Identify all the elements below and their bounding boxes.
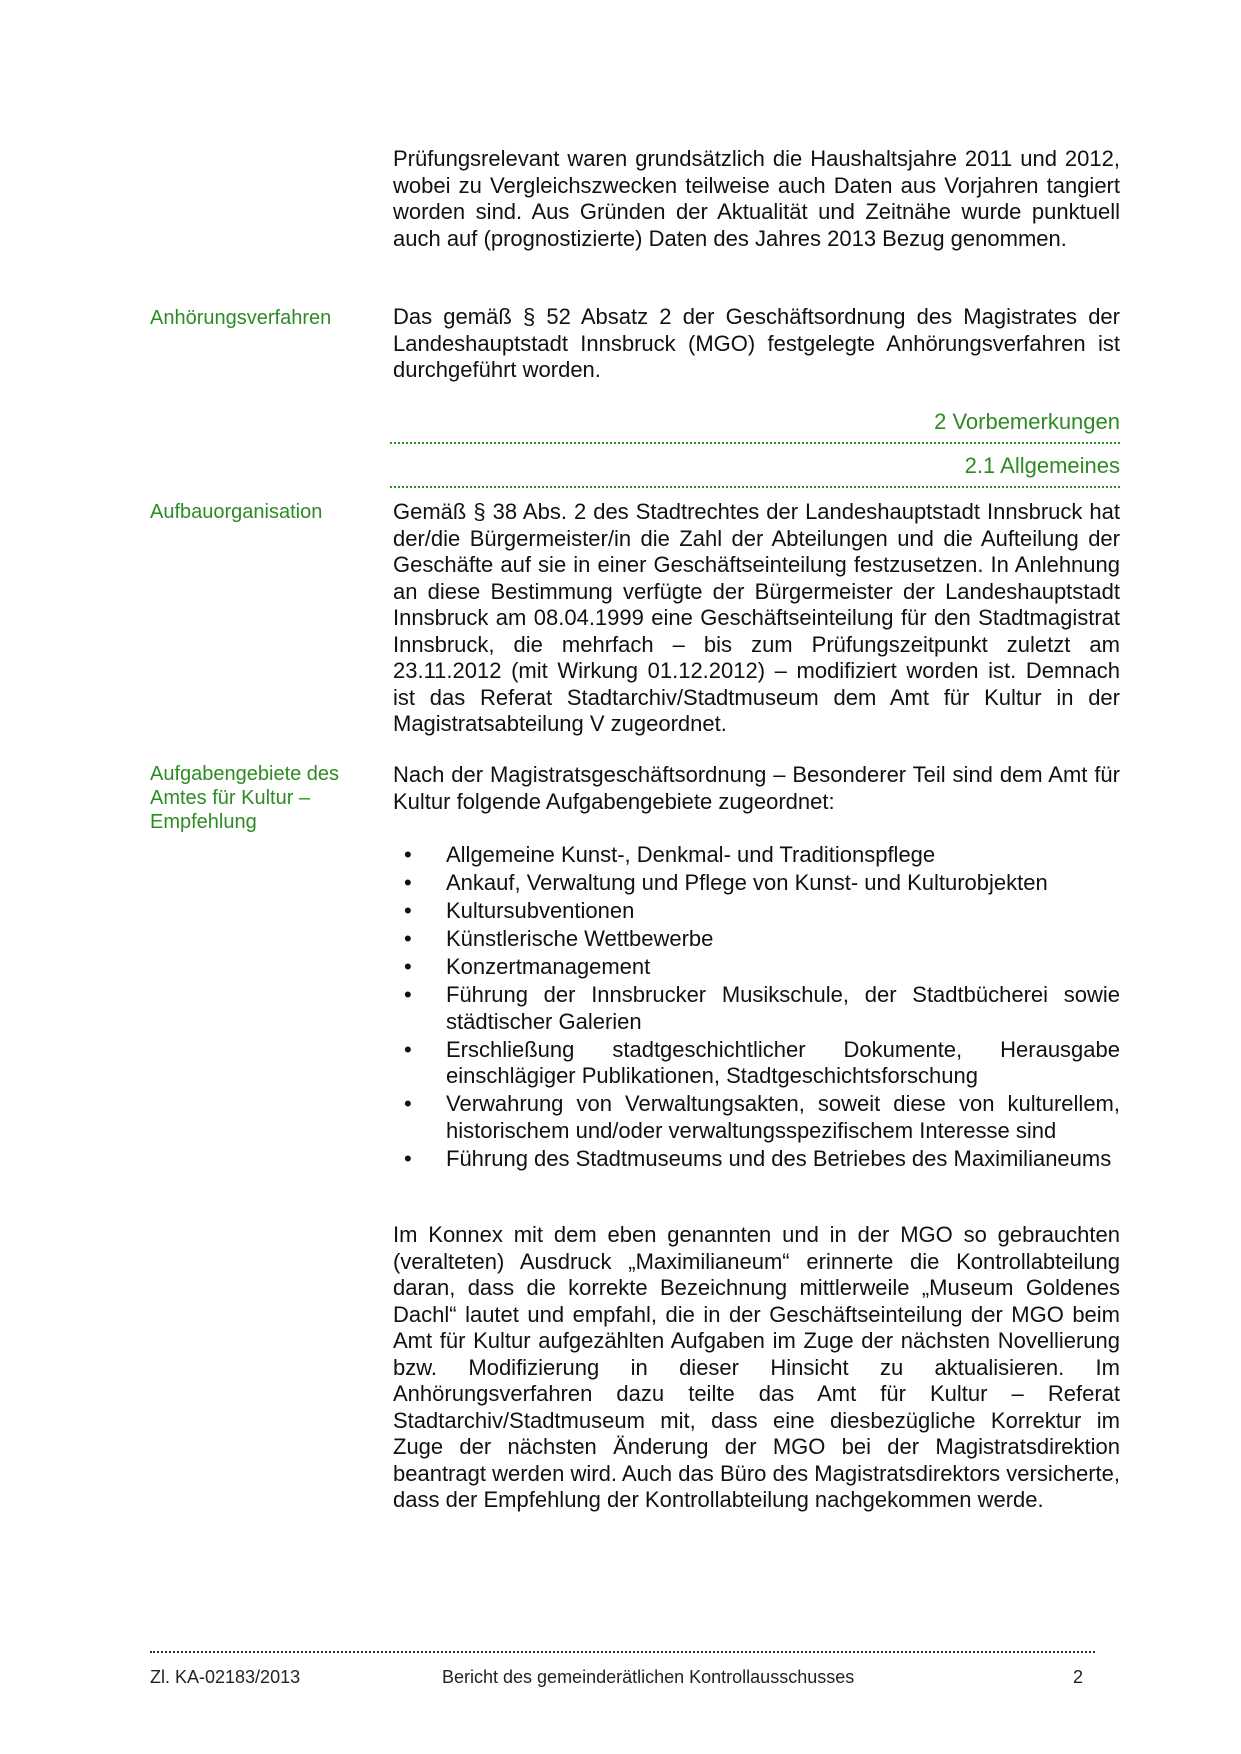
list-item: • Kultursubventionen [393,898,1120,925]
list-item: • Führung der Innsbrucker Musikschule, der Stadtbücherei sowie städtischer Galerien [393,982,1120,1035]
list-item: • Allgemeine Kunst-, Denkmal- und Traditionspflege [393,842,1120,869]
aufgaben-intro: Nach der Magistratsgeschäftsordnung – Besonderer Teil sind dem Amt für Kultur folgende Aufgabengebiete zugeordnet: [393,762,1120,814]
side-label-aufbauorganisation: Aufbauorganisation [150,501,323,523]
anhoerung-paragraph: Das gemäß § 52 Absatz 2 der Geschäftsordnung des Magistrates der Landeshauptstadt Innsbruck (MGO) festgelegte Anhörungsverfahren ist durchgeführt worden. [393,304,1120,382]
list-item: • Führung des Stadtmuseums und des Betriebes des Maximilianeums [393,1146,1120,1173]
closing-paragraph: Im Konnex mit dem eben genannten und in der MGO so gebrauchten (veralteten) Ausdruck „Maximilianeum“ erinnerte die Kontrollabteilung daran, dass die korrekte Bezeichnung mittlerweile „Museum Goldenes Dachl“ lautet und empfahl, die in der Geschäftseinteilung der MGO beim Amt für Kultur aufgezählten Aufgaben im Zuge der nächsten Novellierung bzw. Modifizierung in dieser Hinsicht zu aktualisieren. Im Anhörungsverfahren dazu teilte das Amt für Kultur – Referat Stadtarchiv/Stadtmuseum mit, dass eine diesbezügliche Korrektur im Zuge der nächsten Änderung der MGO bei der Magistratsdirektion beantragt werden wird. Auch das Büro des Magistratsdirektors versicherte, dass der Empfehlung der Kontrollabteilung nachgekommen werde. [393,1222,1120,1512]
list-item: • Konzertmanagement [393,954,1120,981]
footer-divider [150,1651,1095,1653]
list-item: • Künstlerische Wettbewerbe [393,926,1120,953]
aufbau-paragraph: Gemäß § 38 Abs. 2 des Stadtrechtes der Landeshauptstadt Innsbruck hat der/die Bürgermeister/in die Zahl der Abteilungen und die Aufteilung der Geschäfte auf sie in einer Geschäftseinteilung festzusetzen. In Anlehnung an diese Bestimmung verfügte der Bürgermeister der Landeshauptstadt Innsbruck am 08.04.1999 eine Geschäftseinteilung für den Stadtmagistrat Innsbruck, die mehrfach – bis zum Prüfungszeitpunkt zuletzt am 23.11.2012 (mit Wirkung 01.12.2012) – modifiziert worden ist. Demnach ist das Referat Stadtarchiv/Stadtmuseum dem Amt für Kultur in der Magistratsabteilung V zugeordnet. [393,499,1120,736]
footer-title: Bericht des gemeinderätlichen Kontrollausschusses [442,1667,855,1687]
footer-reference: Zl. KA-02183/2013 [150,1667,301,1687]
section-heading-allgemeines: 2.1 Allgemeines [390,452,1120,488]
list-item: • Verwahrung von Verwaltungsakten, soweit diese von kulturellem, historischem und/oder verwaltungsspezifischem Interesse sind [393,1091,1120,1144]
page-number: 2 [1073,1667,1084,1687]
intro-paragraph: Prüfungsrelevant waren grundsätzlich die Haushaltsjahre 2011 und 2012, wobei zu Vergleichszwecken teilweise auch Daten aus Vorjahren tangiert worden sind. Aus Gründen der Aktualität und Zeitnähe wurde punktuell auch auf (prognostizierte) Daten des Jahres 2013 Bezug genommen. [393,146,1120,251]
list-item: • Ankauf, Verwaltung und Pflege von Kunst- und Kulturobjekten [393,870,1120,897]
list-item: • Erschließung stadtgeschichtlicher Dokumente, Herausgabe einschlägiger Publikationen, Stadtgeschichtsforschung [393,1037,1120,1090]
aufgaben-list [393,842,1120,1174]
section-heading-vorbemerkungen: 2 Vorbemerkungen [390,408,1120,444]
side-label-anhoerungsverfahren: Anhörungsverfahren [150,307,332,329]
side-label-aufgabengebiete: Aufgabengebiete des Amtes für Kultur – Empfehlung [150,763,340,833]
